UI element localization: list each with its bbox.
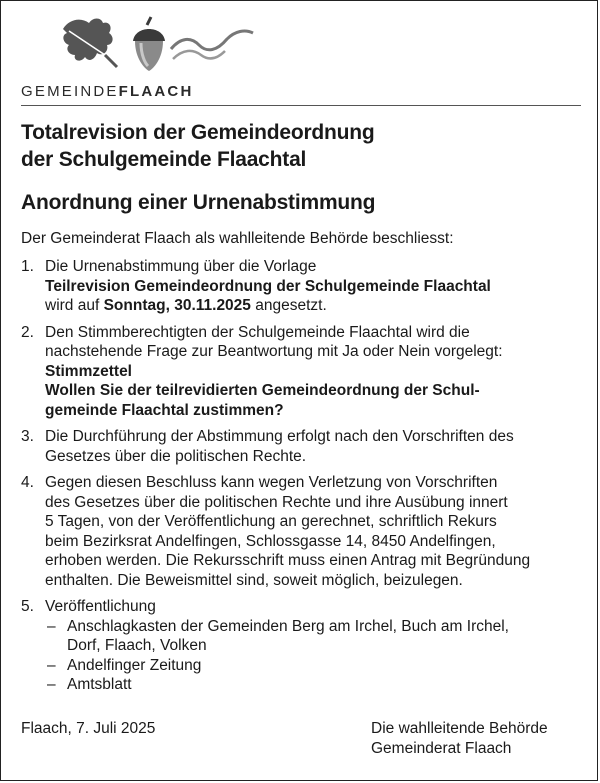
vote-date-suffix: angesetzt. xyxy=(250,297,327,314)
item-text: erhoben werden. Die Rekursschrift muss einen Antrag mit Begründung xyxy=(45,552,531,569)
channel-text: Amtsblatt xyxy=(67,676,132,693)
ballot-question: Wollen Sie der teilrevidierten Gemeindeordnung der Schul- xyxy=(45,382,480,399)
channel-text: Anschlagkasten der Gemeinden Berg am Irchel, Buch am Irchel, xyxy=(67,617,509,635)
logo-name-bold: FLAACH xyxy=(118,83,194,100)
item-text: 5 Tagen, von der Veröffentlichung an gerechnet, schriftlich Rekurs xyxy=(45,513,497,530)
item-number: 3. xyxy=(21,428,34,445)
item-number: 5. xyxy=(21,598,34,615)
publication-channel xyxy=(45,675,581,695)
authority-line-2: Gemeinderat Flaach xyxy=(371,740,512,757)
list-item xyxy=(21,257,581,316)
item-text: enthalten. Die Beweismittel sind, soweit möglich, beizulegen. xyxy=(45,571,463,589)
publication-heading: Veröffentlichung xyxy=(45,598,156,615)
channel-text: Andelfinger Zeitung xyxy=(67,656,202,674)
item-number: 1. xyxy=(21,258,34,275)
page-title xyxy=(21,119,581,173)
item-text: Den Stimmberechtigten der Schulgemeinde Flaachtal wird die xyxy=(45,323,470,341)
place-date: Flaach, 7. Juli 2025 xyxy=(21,720,156,737)
vote-date: Sonntag, 30.11.2025 xyxy=(103,297,251,314)
item-text: Gesetzes über die politischen Rechte. xyxy=(45,447,307,465)
item-text: beim Bezirksrat Andelfingen, Schlossgasse 14, 8450 Andelfingen, xyxy=(45,532,496,550)
publication-channel xyxy=(45,617,581,656)
announcement-body xyxy=(21,119,581,702)
dash-bullet: – xyxy=(47,676,56,693)
dash-bullet: – xyxy=(47,656,56,674)
item-text: des Gesetzes über die politischen Rechte und ihre Ausübung innert xyxy=(45,493,508,511)
item-text: Die Durchführung der Abstimmung erfolgt nach den Vorschriften des xyxy=(45,428,514,445)
title-line-1: Totalrevision der Gemeindeordnung xyxy=(21,121,375,144)
logo-name-plain: GEMEINDE xyxy=(21,83,119,100)
publication-channels xyxy=(45,617,581,695)
item-text: Die Urnenabstimmung über die Vorlage xyxy=(45,258,317,275)
publication-channel xyxy=(45,656,581,676)
item-number: 2. xyxy=(21,323,34,341)
issuing-authority xyxy=(371,719,548,759)
proposal-title: Teilrevision Gemeindeordnung der Schulgemeinde Flaachtal xyxy=(45,277,491,295)
dash-bullet: – xyxy=(47,617,56,635)
intro-text: Der Gemeinderat Flaach als wahlleitende Behörde beschliesst: xyxy=(21,230,454,247)
resolution-list xyxy=(21,257,581,695)
header-divider xyxy=(21,105,581,106)
item-text: Gegen diesen Beschluss kann wegen Verletzung von Vorschriften xyxy=(45,474,498,491)
channel-text: Dorf, Flaach, Volken xyxy=(67,637,207,654)
item-text: nachstehende Frage zur Beantwortung mit Ja oder Nein vorgelegt: xyxy=(45,343,503,360)
list-item xyxy=(21,597,581,695)
page-subtitle: Anordnung einer Urnenabstimmung xyxy=(21,191,376,214)
list-item xyxy=(21,323,581,421)
municipality-logo-oak-acorn xyxy=(55,11,255,81)
ballot-question: gemeinde Flaachtal zustimmen? xyxy=(45,401,284,419)
authority-line-1: Die wahlleitende Behörde xyxy=(371,720,548,737)
vote-date-line xyxy=(45,296,581,316)
title-line-2: der Schulgemeinde Flaachtal xyxy=(21,148,307,171)
list-item xyxy=(21,473,581,590)
municipality-name xyxy=(21,83,193,100)
ballot-label: Stimmzettel xyxy=(45,362,132,380)
list-item xyxy=(21,427,581,466)
item-number: 4. xyxy=(21,474,34,491)
municipality-header xyxy=(21,11,581,107)
vote-date-prefix: wird auf xyxy=(45,297,104,314)
